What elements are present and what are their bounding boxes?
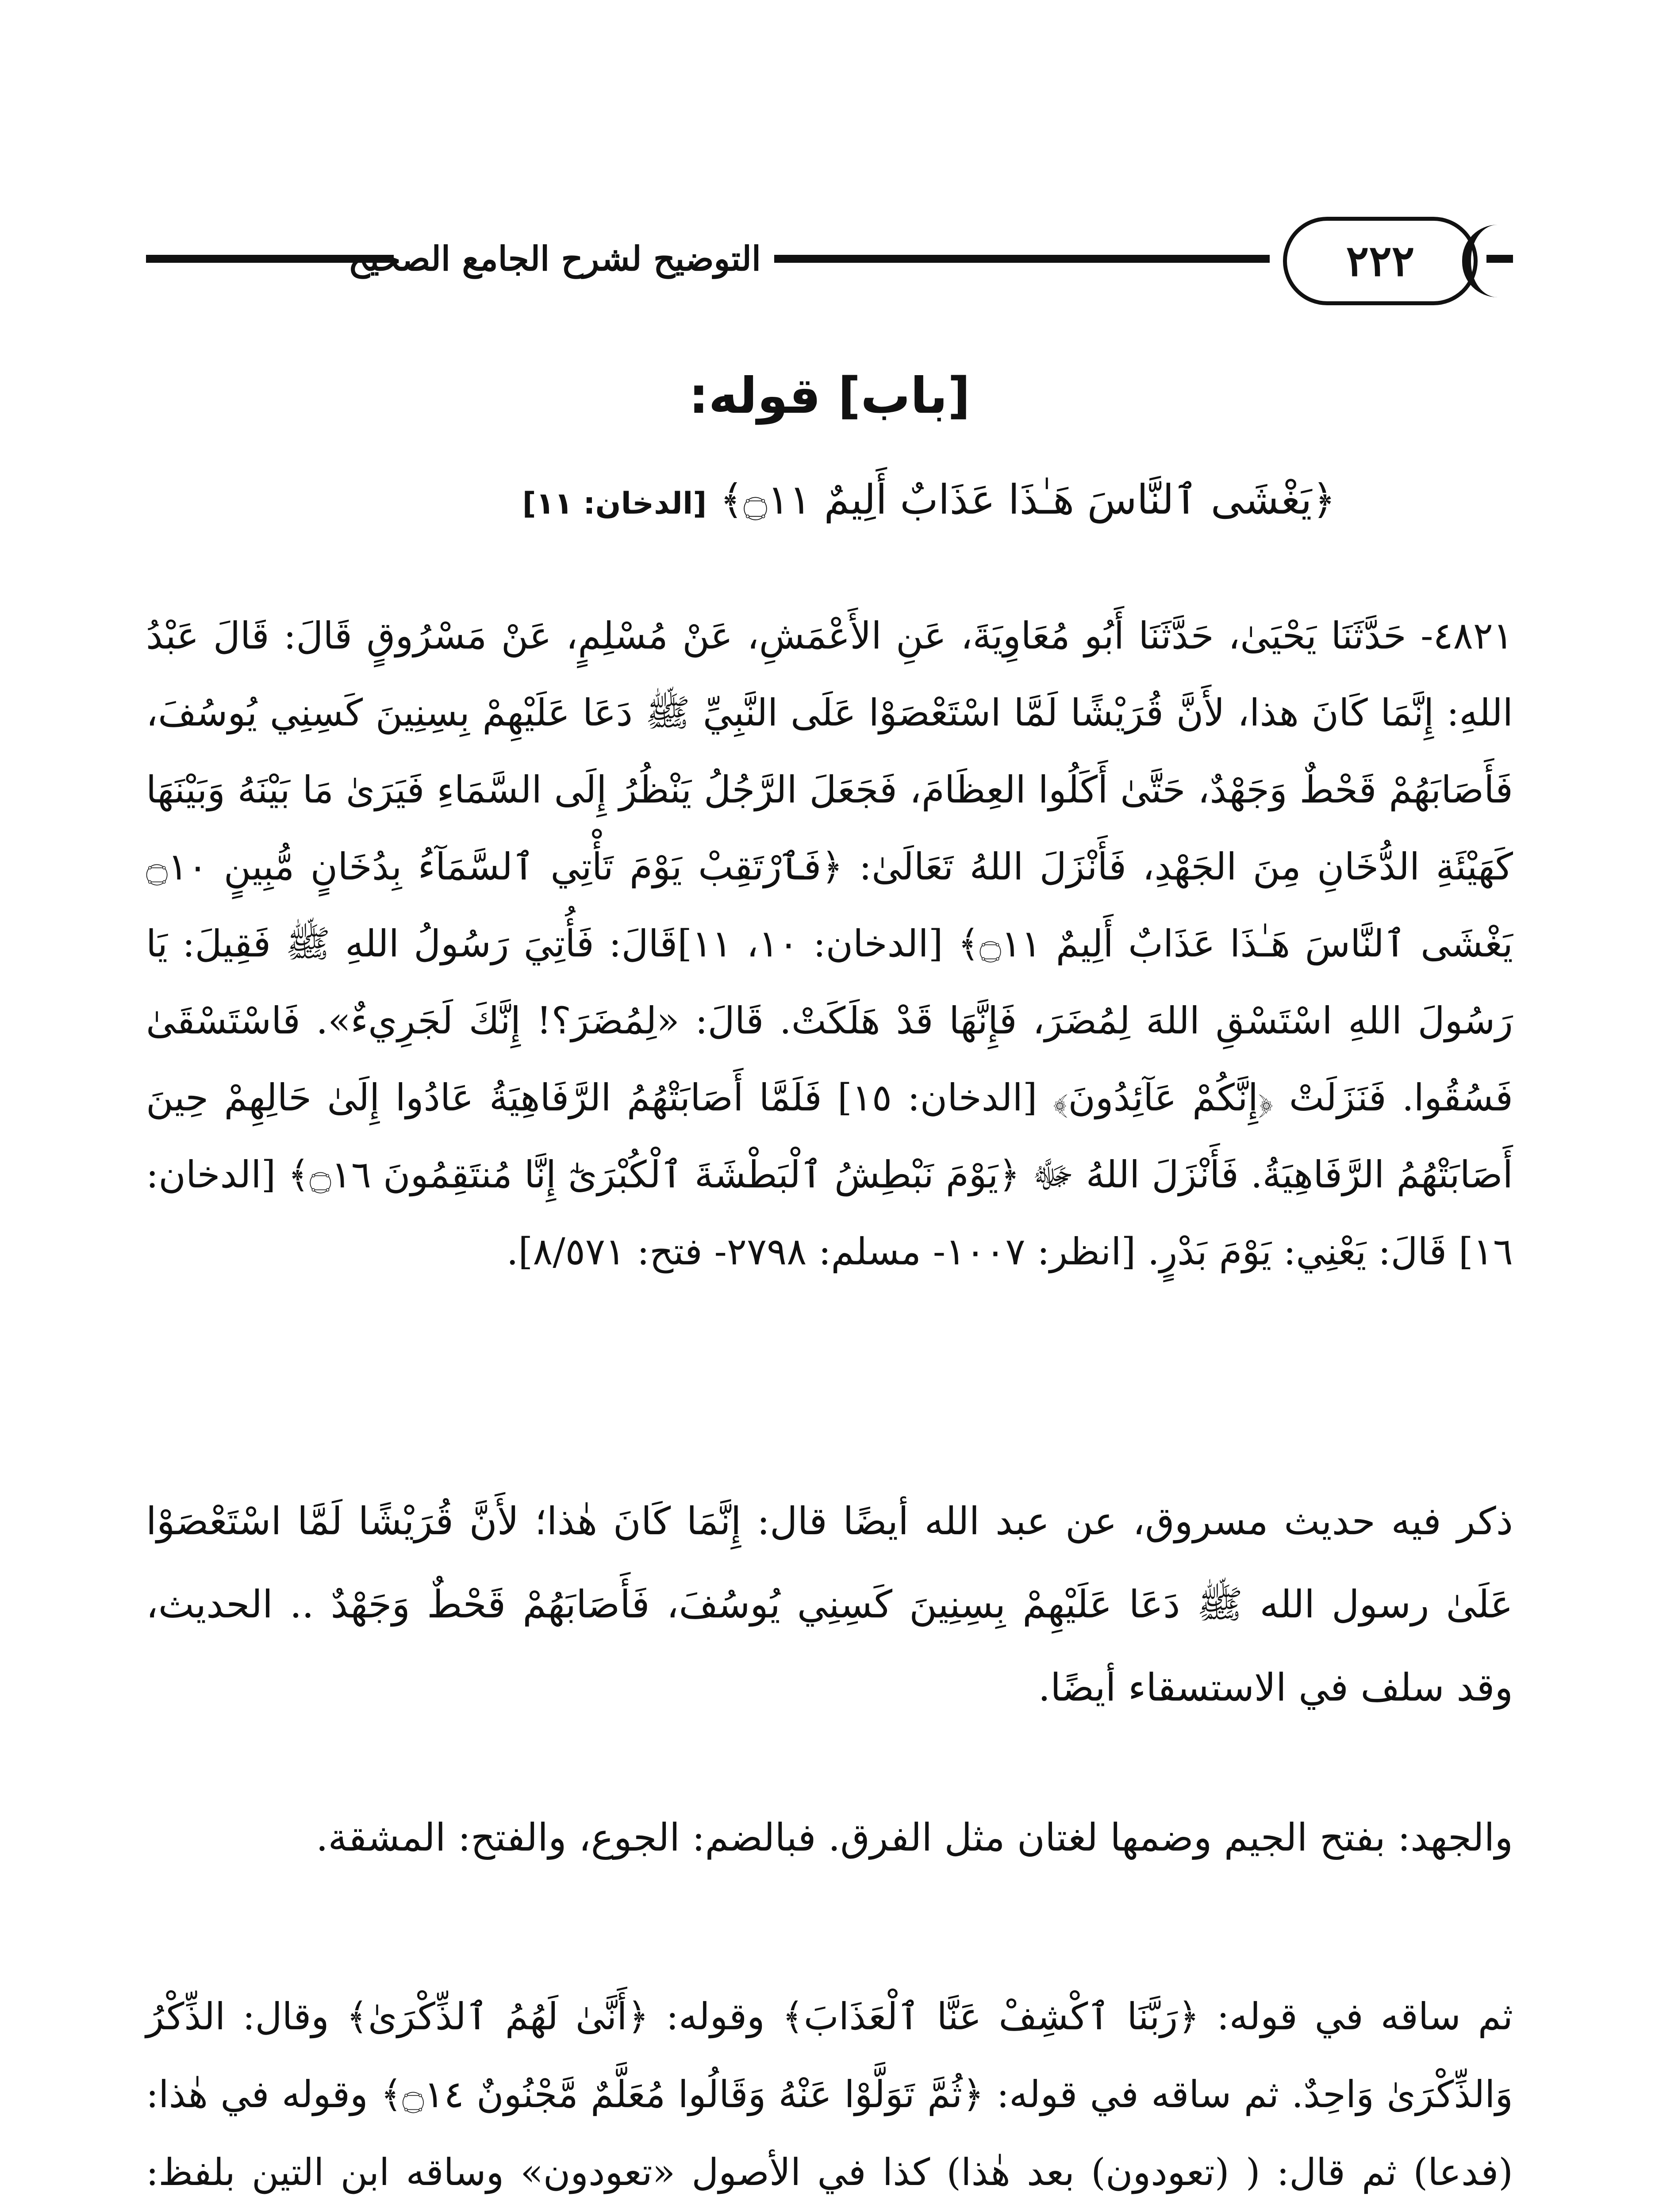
commentary-paragraph: والجهد: بفتح الجيم وضمها لغتان مثل الفرق. فبالضم: الجوع، والفتح: المشقة. xyxy=(316,1816,1513,1860)
hadith-text: ٤٨٢١- حَدَّثَنَا يَحْيَىٰ، حَدَّثَنَا أَبُو مُعَاوِيَةَ، عَنِ الأَعْمَشِ، عَنْ مُسْلِمٍ، عَنْ مَسْرُوقٍ قَالَ: قَالَ عَبْدُ اللهِ: إِنَّمَا كَانَ هذا، لأَنَّ قُرَيْشًا لَمَّا اسْتَعْصَوْا عَلَى النَّبِيِّ ﷺ دَعَا عَلَيْهِمْ بِسِنِينَ كَسِنِي يُوسُفَ، فَأَصَابَهُمْ قَحْطٌ وَجَهْدٌ، حَتَّىٰ أَكَلُوا العِظَامَ، فَجَعَلَ الرَّجُلُ يَنْظُرُ إِلَى السَّمَاءِ فَيَرَىٰ مَا بَيْنَهُ وَبَيْنَهَا كَهَيْئَةِ الدُّخَانِ مِنَ الجَهْدِ، فَأَنْزَلَ اللهُ تَعَالَىٰ: ﴿فَٱرْتَقِبْ يَوْمَ تَأْتِي ٱلسَّمَآءُ بِدُخَانٍ مُّبِينٍ ۝١٠ يَغْشَى ٱلنَّاسَ هَـٰذَا عَذَابٌ أَلِيمٌ ۝١١﴾ [الدخان: ١٠، ١١]قَالَ: فَأُتِيَ رَسُولُ اللهِ ﷺ فَقِيلَ: يَا رَسُولَ اللهِ اسْتَسْقِ اللهَ لِمُضَرَ، فَإِنَّهَا قَدْ هَلَكَتْ. قَالَ: «لِمُضَرَ؟! إِنَّكَ لَجَرِيءٌ». فَاسْتَسْقَىٰ فَسُقُوا. فَنَزَلَتْ ﴿إِنَّكُمْ عَآئِدُونَ﴾ [الدخان: ١٥] فَلَمَّا أَصَابَتْهُمُ الرَّفَاهِيَةُ عَادُوا إِلَىٰ حَالِهِمْ حِينَ أَصَابَتْهُمُ الرَّفَاهِيَةُ. فَأَنْزَلَ اللهُ ﷻ ﴿يَوْمَ نَبْطِشُ ٱلْبَطْشَةَ ٱلْكُبْرَىٰٓ إِنَّا مُنتَقِمُونَ ۝١٦﴾ [الدخان: ١٦] قَالَ: يَعْنِي: يَوْمَ بَدْرٍ. [انظر: ١٠٠٧- مسلم: ٢٧٩٨- فتح: ٨/٥٧١]. xyxy=(146,614,1513,1273)
running-title: التوضيح لشرح الجامع الصحيح xyxy=(348,239,761,278)
verse-heading xyxy=(345,465,1513,535)
verse-text: ﴿يَغْشَى ٱلنَّاسَ هَـٰذَا عَذَابٌ أَلِيمٌ ۝١١﴾ xyxy=(719,476,1336,523)
page-header xyxy=(146,208,1513,310)
header-rule xyxy=(774,255,1270,263)
verse-reference: [الدخان: ١١] xyxy=(522,486,707,521)
commentary-paragraph: ذكر فيه حديث مسروق، عن عبد الله أيضًا قال: إِنَّمَا كَانَ هٰذا؛ لأَنَّ قُرَيْشًا لَمَّا اسْتَعْصَوْا عَلَىٰ رسول الله ﷺ دَعَا عَلَيْهِمْ بِسِنِينَ كَسِنِي يُوسُفَ، فَأَصَابَهُمْ قَحْطٌ وَجَهْدٌ .. الحديث، وقد سلف في الاستسقاء أيضًا. xyxy=(146,1499,1513,1710)
page-number-badge xyxy=(1283,217,1478,305)
header-rule xyxy=(1486,255,1513,263)
commentary-paragraph: ثم ساقه في قوله: ﴿رَبَّنَا ٱكْشِفْ عَنَّا ٱلْعَذَابَ﴾ وقوله: ﴿أَنَّىٰ لَهُمُ ٱلذِّكْرَىٰ﴾ وقال: الذِّكْرُ وَالذِّكْرَىٰ وَاحِدٌ. ثم ساقه في قوله: ﴿ثُمَّ تَوَلَّوْا عَنْهُ وَقَالُوا مُعَلَّمٌ مَّجْنُونٌ ۝١٤﴾ وقوله في هٰذا: (فدعا) ثم قال: ( (تعودون) بعد هٰذا) كذا في الأصول «تعودون» وساقه ابن التين بلفظ: xyxy=(146,1995,1513,2194)
page-number: ٢٢٢ xyxy=(1346,236,1415,286)
chapter-title: [باب] قوله: xyxy=(688,367,971,425)
